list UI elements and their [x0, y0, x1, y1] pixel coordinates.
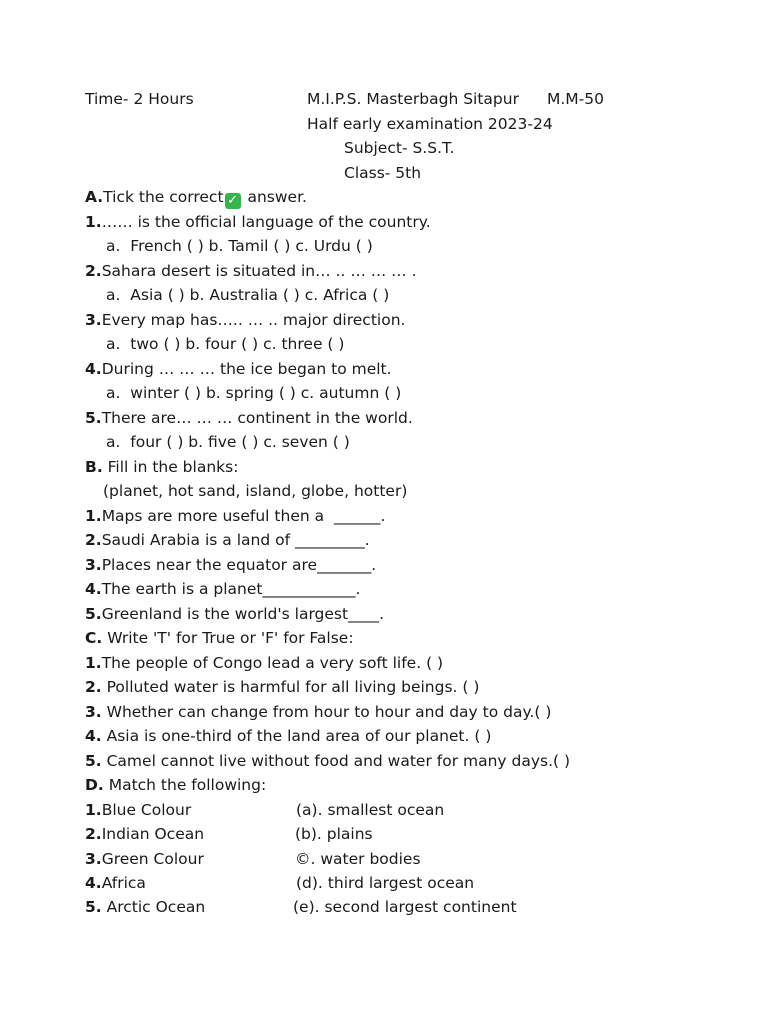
question-a3-options: a. two ( ) b. four ( ) c. three ( ) [106, 335, 345, 353]
question-c4 [85, 726, 491, 746]
question-number: 2. [85, 262, 102, 280]
exam-title: Half early examination 2023-24 [307, 115, 553, 133]
section-c-heading [85, 628, 354, 648]
word-bank: (planet, hot sand, island, globe, hotter) [103, 482, 408, 500]
section-a-label: A. [85, 188, 104, 206]
section-a-instruction: Tick the correct [103, 188, 224, 206]
question-number: 1. [85, 801, 102, 819]
match-left-1 [85, 800, 191, 820]
question-number: 5. [85, 898, 102, 916]
match-left-text: Green Colour [101, 850, 204, 868]
question-c5 [85, 751, 570, 771]
question-c3 [85, 702, 551, 722]
match-left-text: Africa [101, 874, 146, 892]
question-number: 2. [85, 825, 102, 843]
question-number: 3. [85, 556, 102, 574]
section-c-label: C. [85, 629, 103, 647]
question-text: Every map has….. … .. major direction. [101, 311, 406, 329]
question-text: …… is the official language of the country. [101, 213, 431, 231]
question-number: 3. [85, 311, 102, 329]
question-a3 [85, 310, 405, 330]
question-a1-options: a. French ( ) b. Tamil ( ) c. Urdu ( ) [106, 237, 373, 255]
question-number: 1. [85, 654, 102, 672]
match-left-text: Arctic Ocean [101, 898, 206, 916]
question-text: Maps are more useful then a ______. [101, 507, 386, 525]
section-a-heading [85, 187, 307, 207]
question-a5-options: a. four ( ) b. five ( ) c. seven ( ) [106, 433, 350, 451]
question-a2-options: a. Asia ( ) b. Australia ( ) c. Africa ( ) [106, 286, 390, 304]
question-number: 5. [85, 752, 102, 770]
question-b2 [85, 530, 370, 550]
match-left-3 [85, 849, 204, 869]
question-number: 5. [85, 605, 102, 623]
question-number: 2. [85, 678, 102, 696]
question-a4 [85, 359, 392, 379]
question-c1 [85, 653, 443, 673]
question-number: 4. [85, 874, 102, 892]
question-text: Polluted water is harmful for all living beings. ( ) [101, 678, 480, 696]
section-b-heading [85, 457, 238, 477]
question-a4-options: a. winter ( ) b. spring ( ) c. autumn ( ) [106, 384, 402, 402]
question-number: 4. [85, 727, 102, 745]
match-right-5: (e). second largest continent [293, 898, 517, 916]
section-d-heading [85, 775, 266, 795]
question-number: 4. [85, 360, 102, 378]
question-text: Asia is one-third of the land area of our planet. ( ) [101, 727, 492, 745]
match-right-4: (d). third largest ocean [296, 874, 475, 892]
question-text: Camel cannot live without food and water for many days.( ) [101, 752, 571, 770]
match-left-2 [85, 824, 204, 844]
section-a-instruction-end: answer. [242, 188, 307, 206]
question-number: 4. [85, 580, 102, 598]
question-b4 [85, 579, 360, 599]
question-number: 2. [85, 531, 102, 549]
question-number: 5. [85, 409, 102, 427]
question-a2 [85, 261, 417, 281]
question-text: Whether can change from hour to hour and day to day.( ) [101, 703, 552, 721]
section-d-instruction: Match the following: [103, 776, 267, 794]
subject-label: Subject- S.S.T. [344, 139, 455, 157]
match-right-2: (b). plains [295, 825, 373, 843]
question-number: 1. [85, 507, 102, 525]
question-number: 3. [85, 703, 102, 721]
question-b1 [85, 506, 385, 526]
match-left-4 [85, 873, 146, 893]
question-text: There are… … … continent in the world. [101, 409, 413, 427]
match-left-5 [85, 897, 205, 917]
section-b-label: B. [85, 458, 103, 476]
question-a1 [85, 212, 431, 232]
match-right-1: (a). smallest ocean [296, 801, 445, 819]
exam-duration: Time- 2 Hours [85, 90, 194, 108]
question-text: Places near the equator are_______. [101, 556, 377, 574]
section-c-instruction: Write 'T' for True or 'F' for False: [102, 629, 354, 647]
match-left-text: Indian Ocean [101, 825, 205, 843]
question-a5 [85, 408, 413, 428]
check-mark-button-icon: ✓ [225, 193, 241, 209]
question-number: 3. [85, 850, 102, 868]
question-text: Sahara desert is situated in… .. … … … . [101, 262, 417, 280]
question-text: The earth is a planet____________. [101, 580, 361, 598]
school-name: M.I.P.S. Masterbagh Sitapur [307, 90, 519, 108]
max-marks: M.M-50 [547, 90, 604, 108]
question-b3 [85, 555, 376, 575]
question-text: The people of Congo lead a very soft life. ( ) [101, 654, 444, 672]
class-label: Class- 5th [344, 164, 422, 182]
question-text: Greenland is the world's largest____. [101, 605, 384, 623]
question-c2 [85, 677, 479, 697]
question-b5 [85, 604, 384, 624]
match-left-text: Blue Colour [101, 801, 192, 819]
section-d-label: D. [85, 776, 104, 794]
question-number: 1. [85, 213, 102, 231]
match-right-3: ©. water bodies [295, 850, 421, 868]
question-text: Saudi Arabia is a land of _________. [101, 531, 370, 549]
question-text: During … … … the ice began to melt. [101, 360, 392, 378]
section-b-instruction: Fill in the blanks: [102, 458, 239, 476]
